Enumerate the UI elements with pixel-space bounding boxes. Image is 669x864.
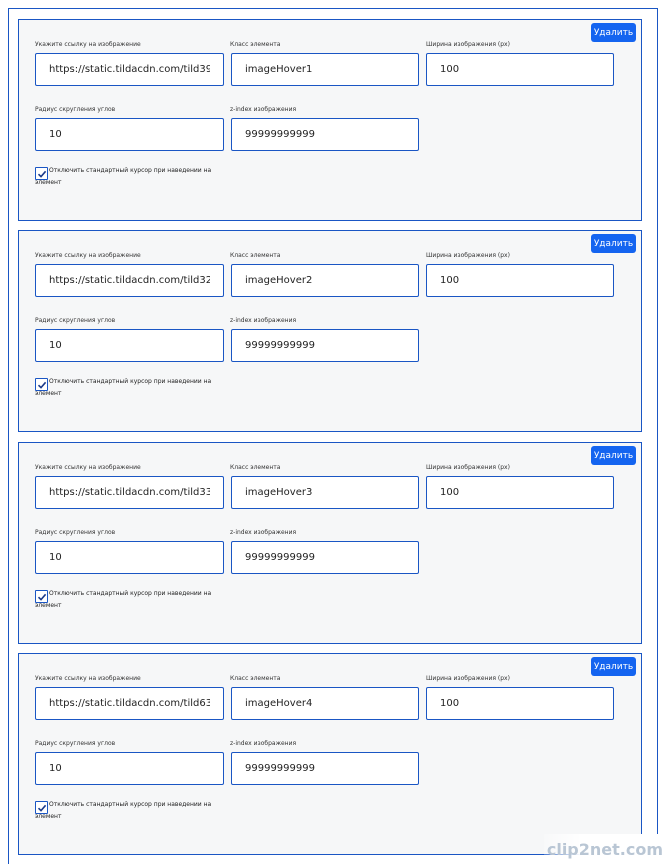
- image-width-input[interactable]: [426, 53, 614, 86]
- image-width-input[interactable]: [426, 264, 614, 297]
- border-radius-input[interactable]: [35, 118, 224, 151]
- image-width-input[interactable]: [426, 476, 614, 509]
- border-radius-input[interactable]: [35, 752, 224, 785]
- zindex-input[interactable]: [231, 118, 419, 151]
- zindex-label: z-index изображения: [230, 740, 297, 747]
- disable-cursor-label: Отключить стандартный курсор при наведении на элемент: [35, 378, 212, 397]
- width-label: Ширина изображения (px): [426, 41, 510, 48]
- element-class-input[interactable]: [231, 264, 419, 297]
- image-hover-card-2: [18, 230, 642, 432]
- delete-button[interactable]: Удалить: [591, 657, 636, 676]
- radius-label: Радиус скругления углов: [35, 317, 116, 324]
- image-hover-card-1: [18, 19, 642, 221]
- image-hover-card-3: [18, 442, 642, 644]
- radius-label: Радиус скругления углов: [35, 740, 116, 747]
- radius-label: Радиус скругления углов: [35, 106, 116, 113]
- image-width-input[interactable]: [426, 687, 614, 720]
- image-url-input[interactable]: [35, 476, 224, 509]
- zindex-input[interactable]: [231, 541, 419, 574]
- radius-label: Радиус скругления углов: [35, 529, 116, 536]
- zindex-label: z-index изображения: [230, 106, 297, 113]
- disable-cursor-label: Отключить стандартный курсор при наведении на элемент: [35, 590, 212, 609]
- element-class-input[interactable]: [231, 476, 419, 509]
- delete-button[interactable]: Удалить: [591, 23, 636, 42]
- image-hover-card-4: [18, 653, 642, 855]
- element-class-input[interactable]: [231, 53, 419, 86]
- class-label: Класс элемента: [230, 675, 281, 682]
- url-label: Укажите ссылку на изображение: [35, 464, 141, 471]
- url-label: Укажите ссылку на изображение: [35, 41, 141, 48]
- border-radius-input[interactable]: [35, 329, 224, 362]
- zindex-label: z-index изображения: [230, 317, 297, 324]
- image-url-input[interactable]: [35, 53, 224, 86]
- class-label: Класс элемента: [230, 464, 281, 471]
- width-label: Ширина изображения (px): [426, 252, 510, 259]
- width-label: Ширина изображения (px): [426, 464, 510, 471]
- delete-button[interactable]: Удалить: [591, 234, 636, 253]
- disable-cursor-label: Отключить стандартный курсор при наведении на элемент: [35, 801, 212, 820]
- watermark-logo: clip2net.com: [544, 834, 669, 864]
- zindex-label: z-index изображения: [230, 529, 297, 536]
- zindex-input[interactable]: [231, 329, 419, 362]
- element-class-input[interactable]: [231, 687, 419, 720]
- zindex-input[interactable]: [231, 752, 419, 785]
- border-radius-input[interactable]: [35, 541, 224, 574]
- url-label: Укажите ссылку на изображение: [35, 252, 141, 259]
- image-url-input[interactable]: [35, 687, 224, 720]
- class-label: Класс элемента: [230, 41, 281, 48]
- disable-cursor-label: Отключить стандартный курсор при наведении на элемент: [35, 167, 212, 186]
- delete-button[interactable]: Удалить: [591, 446, 636, 465]
- class-label: Класс элемента: [230, 252, 281, 259]
- width-label: Ширина изображения (px): [426, 675, 510, 682]
- image-url-input[interactable]: [35, 264, 224, 297]
- url-label: Укажите ссылку на изображение: [35, 675, 141, 682]
